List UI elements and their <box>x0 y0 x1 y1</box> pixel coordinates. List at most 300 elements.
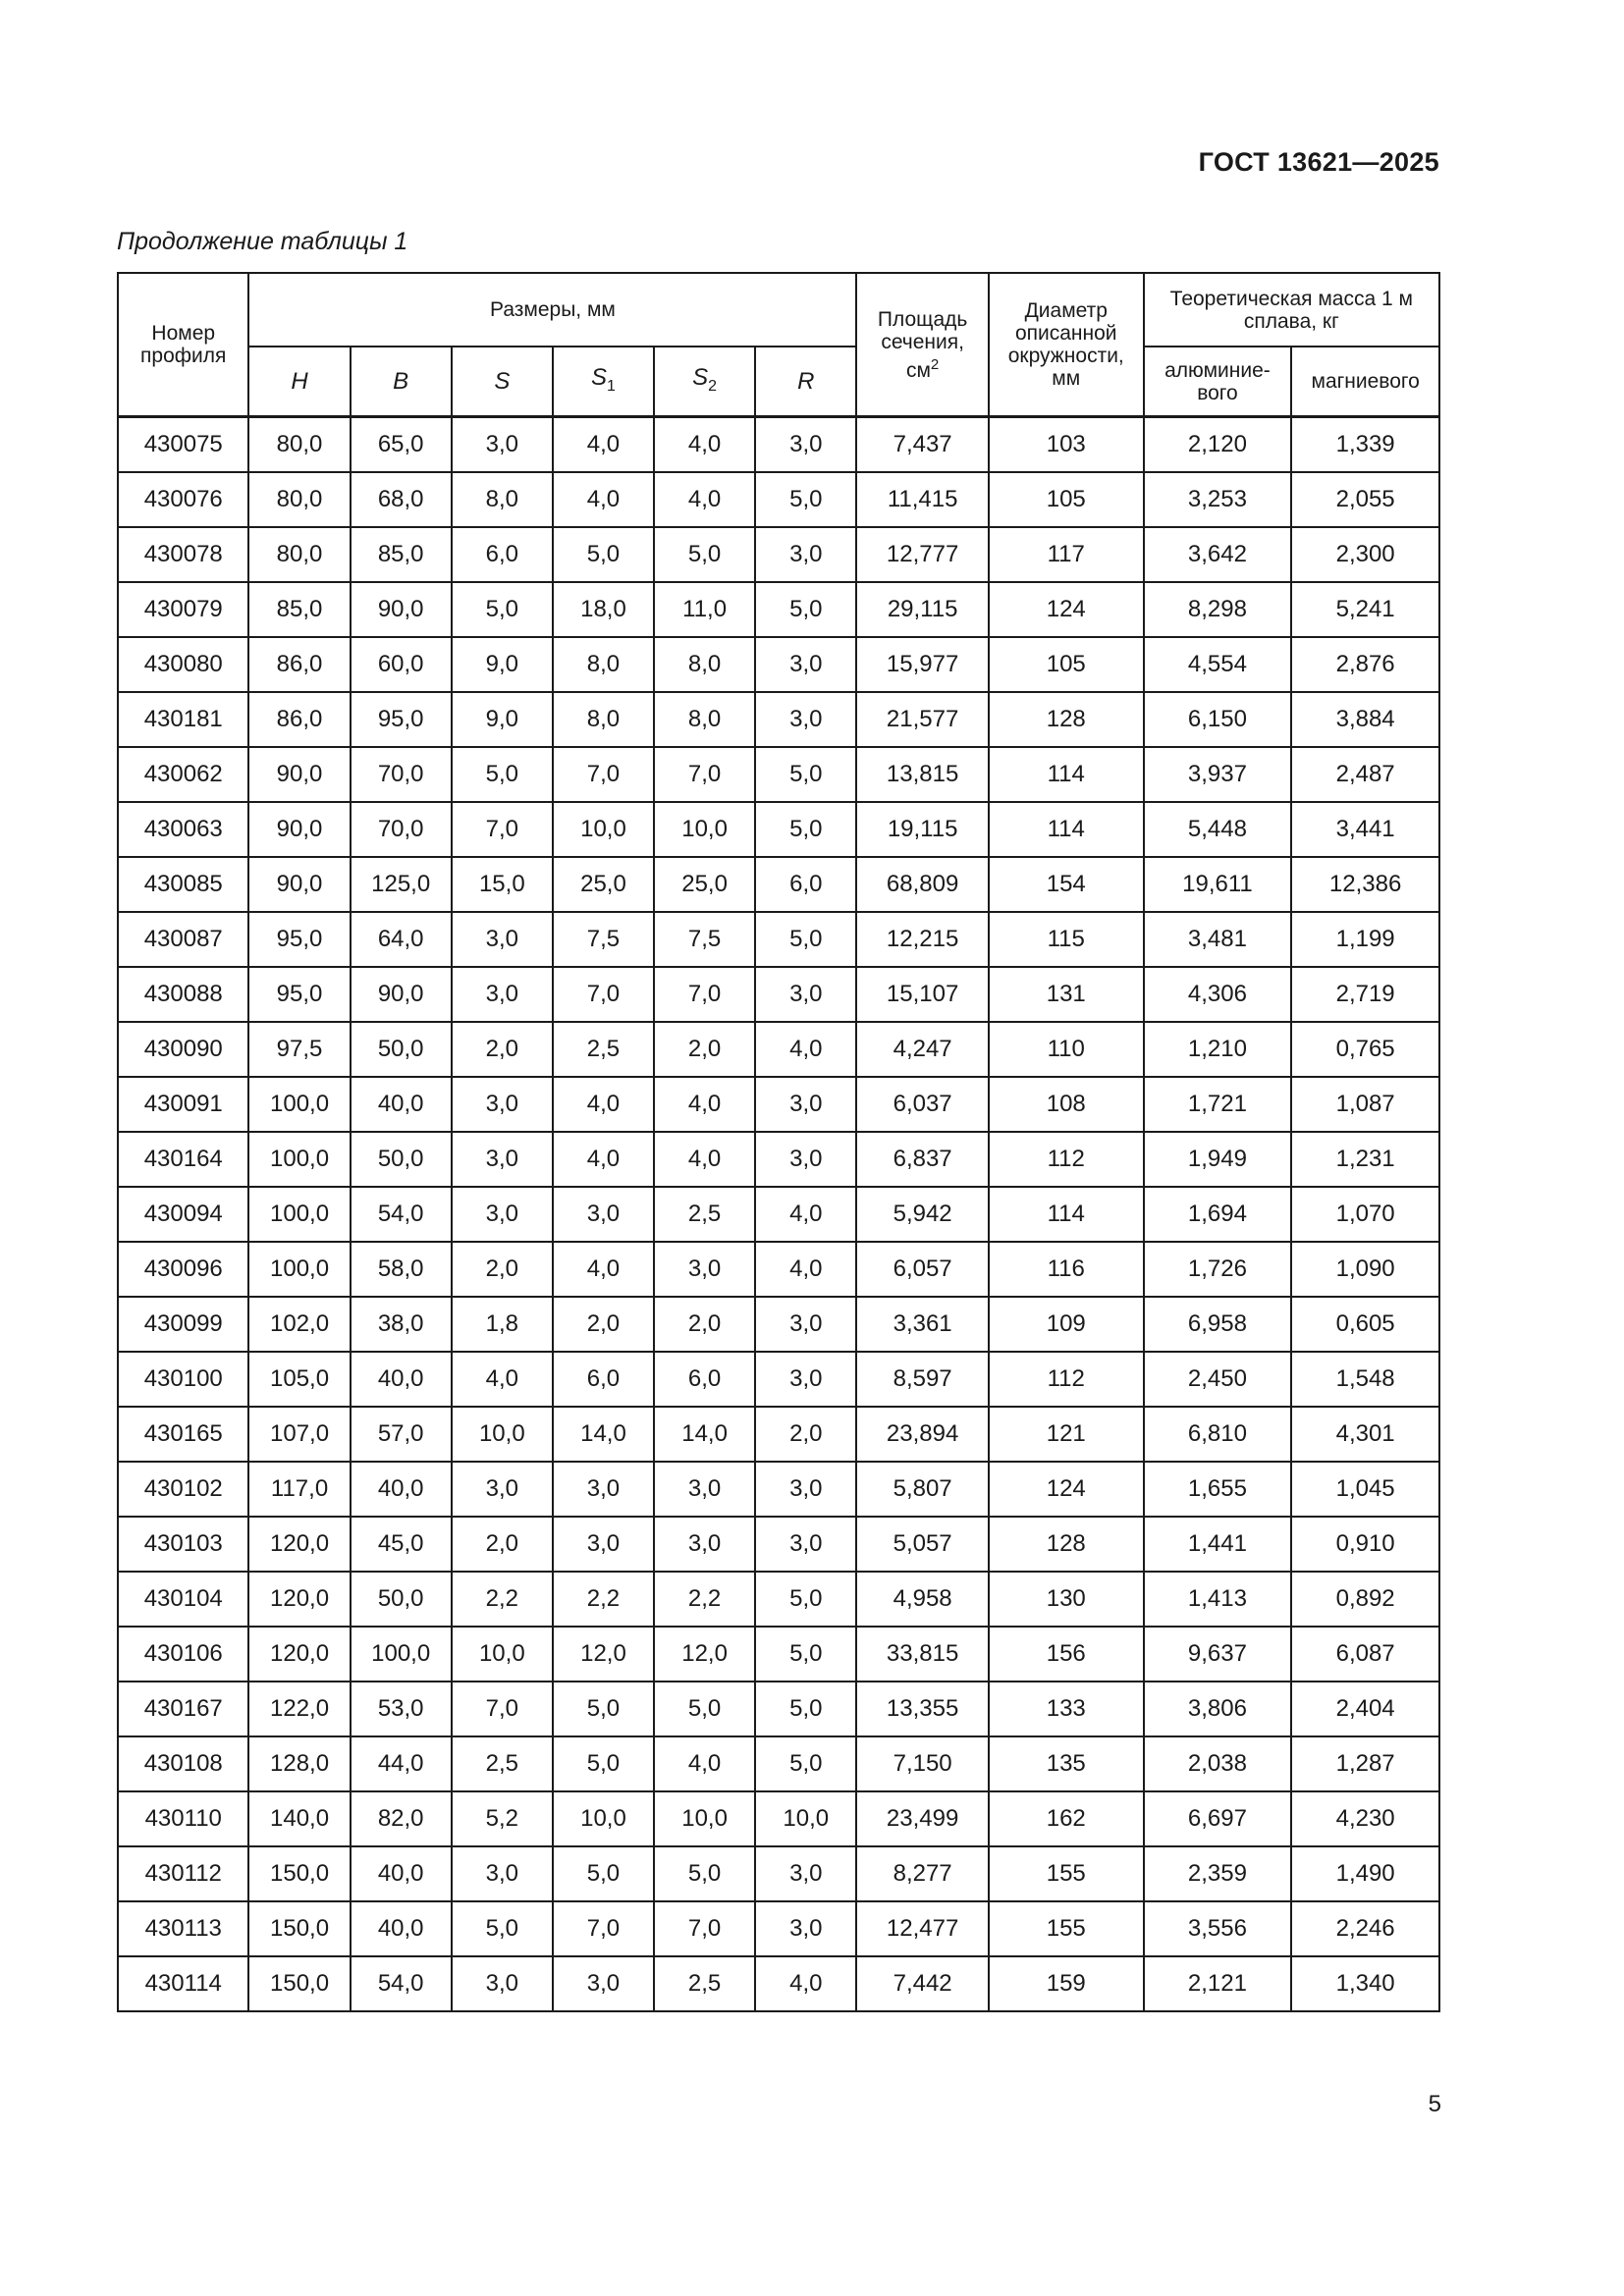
cell-area: 11,415 <box>856 472 988 527</box>
cell-diameter: 124 <box>989 582 1144 637</box>
cell-mass-aluminium: 1,413 <box>1144 1572 1292 1627</box>
cell-diameter: 110 <box>989 1022 1144 1077</box>
cell-dim-b: 95,0 <box>351 692 452 747</box>
table-row <box>118 1682 1439 1736</box>
cell-mass-magnesium: 2,876 <box>1291 637 1439 692</box>
cell-dim-s1: 14,0 <box>553 1407 654 1462</box>
cell-dim-s2: 3,0 <box>654 1242 755 1297</box>
cell-profile-number: 430085 <box>118 857 248 912</box>
cell-mass-magnesium: 4,230 <box>1291 1791 1439 1846</box>
cell-profile-number: 430110 <box>118 1791 248 1846</box>
header-area-label: Площадь сечения, см <box>877 307 968 382</box>
cell-mass-aluminium: 1,949 <box>1144 1132 1292 1187</box>
cell-area: 12,477 <box>856 1901 988 1956</box>
cell-area: 7,442 <box>856 1956 988 2011</box>
cell-mass-aluminium: 6,697 <box>1144 1791 1292 1846</box>
cell-area: 7,437 <box>856 417 988 473</box>
cell-mass-aluminium: 2,038 <box>1144 1736 1292 1791</box>
profile-table <box>117 272 1440 2012</box>
cell-area: 29,115 <box>856 582 988 637</box>
table-row <box>118 747 1439 802</box>
cell-dim-h: 80,0 <box>248 417 350 473</box>
cell-dim-h: 150,0 <box>248 1846 350 1901</box>
cell-dim-s: 8,0 <box>452 472 553 527</box>
cell-mass-magnesium: 2,300 <box>1291 527 1439 582</box>
cell-dim-s2: 6,0 <box>654 1352 755 1407</box>
header-dim-s2-base: S <box>692 363 709 391</box>
cell-dim-s2: 8,0 <box>654 692 755 747</box>
cell-profile-number: 430104 <box>118 1572 248 1627</box>
cell-area: 23,894 <box>856 1407 988 1462</box>
cell-dim-s2: 4,0 <box>654 472 755 527</box>
cell-mass-aluminium: 3,253 <box>1144 472 1292 527</box>
cell-mass-magnesium: 2,487 <box>1291 747 1439 802</box>
table-row <box>118 1022 1439 1077</box>
cell-dim-s2: 4,0 <box>654 1077 755 1132</box>
cell-diameter: 130 <box>989 1572 1144 1627</box>
cell-dim-b: 100,0 <box>351 1627 452 1682</box>
cell-dim-s2: 10,0 <box>654 802 755 857</box>
cell-dim-s: 2,0 <box>452 1242 553 1297</box>
cell-dim-s2: 4,0 <box>654 417 755 473</box>
cell-mass-aluminium: 4,554 <box>1144 637 1292 692</box>
cell-mass-magnesium: 1,231 <box>1291 1132 1439 1187</box>
cell-diameter: 155 <box>989 1846 1144 1901</box>
table-body <box>118 417 1439 2012</box>
cell-dim-b: 50,0 <box>351 1132 452 1187</box>
cell-dim-b: 60,0 <box>351 637 452 692</box>
header-profile-number: Номер профиля <box>118 273 248 417</box>
cell-diameter: 105 <box>989 637 1144 692</box>
cell-dim-s1: 2,2 <box>553 1572 654 1627</box>
table-row <box>118 1407 1439 1462</box>
cell-dim-s: 3,0 <box>452 912 553 967</box>
header-area <box>856 273 988 417</box>
table-row <box>118 527 1439 582</box>
cell-dim-r: 5,0 <box>755 1682 856 1736</box>
cell-dim-s: 3,0 <box>452 1077 553 1132</box>
cell-dim-h: 120,0 <box>248 1627 350 1682</box>
cell-dim-b: 54,0 <box>351 1956 452 2011</box>
cell-dim-s: 3,0 <box>452 1132 553 1187</box>
cell-diameter: 109 <box>989 1297 1144 1352</box>
cell-dim-h: 105,0 <box>248 1352 350 1407</box>
cell-mass-aluminium: 3,642 <box>1144 527 1292 582</box>
cell-dim-h: 100,0 <box>248 1132 350 1187</box>
cell-dim-s: 5,0 <box>452 1901 553 1956</box>
cell-dim-s2: 3,0 <box>654 1462 755 1517</box>
cell-area: 7,150 <box>856 1736 988 1791</box>
cell-profile-number: 430091 <box>118 1077 248 1132</box>
cell-mass-aluminium: 2,450 <box>1144 1352 1292 1407</box>
cell-dim-h: 95,0 <box>248 967 350 1022</box>
cell-dim-h: 80,0 <box>248 527 350 582</box>
cell-area: 4,247 <box>856 1022 988 1077</box>
cell-dim-r: 3,0 <box>755 1462 856 1517</box>
cell-dim-s: 3,0 <box>452 1462 553 1517</box>
cell-dim-s1: 2,0 <box>553 1297 654 1352</box>
table-row <box>118 1956 1439 2011</box>
cell-dim-r: 4,0 <box>755 1956 856 2011</box>
cell-area: 6,837 <box>856 1132 988 1187</box>
table-row <box>118 582 1439 637</box>
cell-area: 8,277 <box>856 1846 988 1901</box>
cell-dim-s: 3,0 <box>452 967 553 1022</box>
cell-dim-b: 44,0 <box>351 1736 452 1791</box>
cell-diameter: 131 <box>989 967 1144 1022</box>
cell-profile-number: 430108 <box>118 1736 248 1791</box>
cell-dim-r: 3,0 <box>755 637 856 692</box>
cell-dim-r: 3,0 <box>755 1901 856 1956</box>
cell-dim-b: 40,0 <box>351 1077 452 1132</box>
cell-area: 15,107 <box>856 967 988 1022</box>
header-dim-s1-base: S <box>591 363 608 391</box>
cell-dim-s2: 2,0 <box>654 1022 755 1077</box>
cell-profile-number: 430090 <box>118 1022 248 1077</box>
cell-mass-magnesium: 3,441 <box>1291 802 1439 857</box>
cell-profile-number: 430106 <box>118 1627 248 1682</box>
cell-dim-b: 54,0 <box>351 1187 452 1242</box>
table-row <box>118 857 1439 912</box>
cell-mass-magnesium: 0,605 <box>1291 1297 1439 1352</box>
cell-diameter: 116 <box>989 1242 1144 1297</box>
cell-dim-h: 90,0 <box>248 747 350 802</box>
cell-dim-h: 90,0 <box>248 802 350 857</box>
cell-area: 13,815 <box>856 747 988 802</box>
cell-dim-s1: 8,0 <box>553 637 654 692</box>
cell-dim-s1: 10,0 <box>553 1791 654 1846</box>
cell-area: 15,977 <box>856 637 988 692</box>
cell-mass-aluminium: 6,810 <box>1144 1407 1292 1462</box>
cell-area: 68,809 <box>856 857 988 912</box>
cell-mass-aluminium: 1,655 <box>1144 1462 1292 1517</box>
cell-mass-magnesium: 1,339 <box>1291 417 1439 473</box>
cell-dim-s1: 7,0 <box>553 1901 654 1956</box>
cell-mass-aluminium: 5,448 <box>1144 802 1292 857</box>
cell-diameter: 115 <box>989 912 1144 967</box>
table-row <box>118 1627 1439 1682</box>
cell-dim-s2: 7,0 <box>654 967 755 1022</box>
cell-mass-aluminium: 6,958 <box>1144 1297 1292 1352</box>
cell-dim-b: 85,0 <box>351 527 452 582</box>
cell-dim-h: 120,0 <box>248 1517 350 1572</box>
cell-dim-s1: 4,0 <box>553 1242 654 1297</box>
cell-profile-number: 430094 <box>118 1187 248 1242</box>
header-dim-s2 <box>654 347 755 417</box>
cell-dim-b: 58,0 <box>351 1242 452 1297</box>
cell-mass-aluminium: 1,721 <box>1144 1077 1292 1132</box>
cell-mass-magnesium: 6,087 <box>1291 1627 1439 1682</box>
cell-diameter: 103 <box>989 417 1144 473</box>
cell-profile-number: 430096 <box>118 1242 248 1297</box>
cell-dim-h: 97,5 <box>248 1022 350 1077</box>
cell-profile-number: 430100 <box>118 1352 248 1407</box>
cell-dim-b: 40,0 <box>351 1846 452 1901</box>
cell-profile-number: 430164 <box>118 1132 248 1187</box>
cell-diameter: 114 <box>989 1187 1144 1242</box>
cell-dim-s1: 7,0 <box>553 747 654 802</box>
cell-area: 13,355 <box>856 1682 988 1736</box>
cell-dim-b: 40,0 <box>351 1901 452 1956</box>
cell-profile-number: 430063 <box>118 802 248 857</box>
cell-profile-number: 430165 <box>118 1407 248 1462</box>
cell-dim-s2: 2,5 <box>654 1187 755 1242</box>
table-row <box>118 1517 1439 1572</box>
cell-diameter: 135 <box>989 1736 1144 1791</box>
cell-diameter: 112 <box>989 1352 1144 1407</box>
cell-dim-b: 125,0 <box>351 857 452 912</box>
cell-dim-s: 2,5 <box>452 1736 553 1791</box>
cell-dim-h: 150,0 <box>248 1956 350 2011</box>
cell-dim-r: 5,0 <box>755 1736 856 1791</box>
cell-area: 6,057 <box>856 1242 988 1297</box>
header-dim-s1-subscript: 1 <box>607 377 616 395</box>
cell-diameter: 112 <box>989 1132 1144 1187</box>
header-dim-h: H <box>248 347 350 417</box>
cell-mass-aluminium: 1,210 <box>1144 1022 1292 1077</box>
cell-dim-s1: 12,0 <box>553 1627 654 1682</box>
cell-mass-magnesium: 0,892 <box>1291 1572 1439 1627</box>
cell-area: 6,037 <box>856 1077 988 1132</box>
cell-dim-h: 102,0 <box>248 1297 350 1352</box>
cell-dim-s1: 3,0 <box>553 1187 654 1242</box>
header-mass-magnesium: магниевого <box>1291 347 1439 417</box>
cell-diameter: 162 <box>989 1791 1144 1846</box>
cell-dim-s2: 11,0 <box>654 582 755 637</box>
cell-mass-magnesium: 2,055 <box>1291 472 1439 527</box>
cell-dim-b: 50,0 <box>351 1572 452 1627</box>
table-row <box>118 1846 1439 1901</box>
cell-mass-magnesium: 1,548 <box>1291 1352 1439 1407</box>
header-mass: Теоретическая масса 1 м сплава, кг <box>1144 273 1439 347</box>
cell-dim-s1: 5,0 <box>553 1736 654 1791</box>
table-row <box>118 1242 1439 1297</box>
cell-mass-magnesium: 1,090 <box>1291 1242 1439 1297</box>
cell-dim-s1: 3,0 <box>553 1462 654 1517</box>
cell-dim-s1: 10,0 <box>553 802 654 857</box>
table-header <box>118 273 1439 417</box>
cell-dim-s: 2,0 <box>452 1517 553 1572</box>
cell-area: 5,057 <box>856 1517 988 1572</box>
cell-mass-magnesium: 1,070 <box>1291 1187 1439 1242</box>
cell-dim-b: 68,0 <box>351 472 452 527</box>
cell-dim-r: 6,0 <box>755 857 856 912</box>
table-row <box>118 912 1439 967</box>
cell-mass-magnesium: 1,045 <box>1291 1462 1439 1517</box>
cell-diameter: 154 <box>989 857 1144 912</box>
cell-dim-s: 5,0 <box>452 582 553 637</box>
cell-profile-number: 430103 <box>118 1517 248 1572</box>
cell-dim-s: 9,0 <box>452 692 553 747</box>
cell-dim-s2: 7,5 <box>654 912 755 967</box>
cell-dim-s2: 25,0 <box>654 857 755 912</box>
cell-dim-b: 40,0 <box>351 1352 452 1407</box>
cell-dim-b: 90,0 <box>351 582 452 637</box>
cell-dim-s2: 5,0 <box>654 527 755 582</box>
cell-area: 23,499 <box>856 1791 988 1846</box>
cell-diameter: 117 <box>989 527 1144 582</box>
cell-diameter: 156 <box>989 1627 1144 1682</box>
cell-area: 3,361 <box>856 1297 988 1352</box>
cell-area: 19,115 <box>856 802 988 857</box>
cell-dim-b: 82,0 <box>351 1791 452 1846</box>
cell-dim-s2: 3,0 <box>654 1517 755 1572</box>
table-row <box>118 1901 1439 1956</box>
cell-mass-magnesium: 2,246 <box>1291 1901 1439 1956</box>
cell-dim-s2: 2,2 <box>654 1572 755 1627</box>
cell-dim-b: 57,0 <box>351 1407 452 1462</box>
cell-dim-s1: 5,0 <box>553 1846 654 1901</box>
cell-dim-r: 3,0 <box>755 1352 856 1407</box>
table-row <box>118 1791 1439 1846</box>
header-dim-r: R <box>755 347 856 417</box>
cell-dim-s: 1,8 <box>452 1297 553 1352</box>
cell-dim-b: 70,0 <box>351 802 452 857</box>
cell-dim-h: 80,0 <box>248 472 350 527</box>
table-caption: Продолжение таблицы 1 <box>117 228 408 255</box>
cell-area: 5,942 <box>856 1187 988 1242</box>
cell-dim-r: 5,0 <box>755 1572 856 1627</box>
cell-dim-b: 40,0 <box>351 1462 452 1517</box>
cell-mass-aluminium: 6,150 <box>1144 692 1292 747</box>
cell-mass-magnesium: 0,910 <box>1291 1517 1439 1572</box>
header-diameter: Диаметр описанной окружности, мм <box>989 273 1144 417</box>
cell-mass-magnesium: 0,765 <box>1291 1022 1439 1077</box>
cell-dim-s1: 5,0 <box>553 1682 654 1736</box>
cell-dim-s2: 8,0 <box>654 637 755 692</box>
cell-dim-s2: 4,0 <box>654 1736 755 1791</box>
cell-dim-s: 2,2 <box>452 1572 553 1627</box>
cell-mass-magnesium: 2,719 <box>1291 967 1439 1022</box>
cell-profile-number: 430062 <box>118 747 248 802</box>
cell-dim-r: 3,0 <box>755 692 856 747</box>
cell-mass-aluminium: 1,726 <box>1144 1242 1292 1297</box>
cell-mass-aluminium: 8,298 <box>1144 582 1292 637</box>
cell-dim-r: 3,0 <box>755 1846 856 1901</box>
cell-area: 33,815 <box>856 1627 988 1682</box>
cell-dim-s2: 2,5 <box>654 1956 755 2011</box>
cell-dim-s2: 5,0 <box>654 1846 755 1901</box>
cell-dim-s2: 4,0 <box>654 1132 755 1187</box>
cell-dim-s1: 4,0 <box>553 1132 654 1187</box>
cell-dim-h: 100,0 <box>248 1242 350 1297</box>
cell-dim-s: 10,0 <box>452 1407 553 1462</box>
cell-mass-magnesium: 3,884 <box>1291 692 1439 747</box>
cell-dim-s: 10,0 <box>452 1627 553 1682</box>
cell-profile-number: 430113 <box>118 1901 248 1956</box>
cell-dim-r: 4,0 <box>755 1022 856 1077</box>
cell-diameter: 133 <box>989 1682 1144 1736</box>
cell-dim-s1: 3,0 <box>553 1956 654 2011</box>
cell-dim-s: 2,0 <box>452 1022 553 1077</box>
cell-profile-number: 430099 <box>118 1297 248 1352</box>
cell-dim-h: 86,0 <box>248 692 350 747</box>
cell-dim-s1: 7,0 <box>553 967 654 1022</box>
cell-dim-s2: 7,0 <box>654 1901 755 1956</box>
table-row <box>118 802 1439 857</box>
cell-dim-b: 64,0 <box>351 912 452 967</box>
table-row <box>118 472 1439 527</box>
cell-dim-s: 3,0 <box>452 417 553 473</box>
cell-dim-h: 150,0 <box>248 1901 350 1956</box>
cell-dim-s1: 4,0 <box>553 1077 654 1132</box>
cell-mass-aluminium: 1,441 <box>1144 1517 1292 1572</box>
cell-profile-number: 430087 <box>118 912 248 967</box>
cell-dim-b: 65,0 <box>351 417 452 473</box>
cell-dim-b: 90,0 <box>351 967 452 1022</box>
cell-dim-h: 86,0 <box>248 637 350 692</box>
cell-dim-b: 50,0 <box>351 1022 452 1077</box>
cell-dim-r: 5,0 <box>755 802 856 857</box>
cell-dim-r: 4,0 <box>755 1242 856 1297</box>
cell-dim-s: 7,0 <box>452 1682 553 1736</box>
header-dim-s2-subscript: 2 <box>708 377 718 395</box>
table-row <box>118 1132 1439 1187</box>
cell-dim-h: 95,0 <box>248 912 350 967</box>
cell-profile-number: 430112 <box>118 1846 248 1901</box>
cell-dim-s: 6,0 <box>452 527 553 582</box>
cell-dim-s: 5,2 <box>452 1791 553 1846</box>
cell-dim-h: 90,0 <box>248 857 350 912</box>
cell-dim-r: 10,0 <box>755 1791 856 1846</box>
cell-dim-h: 128,0 <box>248 1736 350 1791</box>
cell-dim-s1: 18,0 <box>553 582 654 637</box>
cell-dim-r: 5,0 <box>755 1627 856 1682</box>
header-dim-b: B <box>351 347 452 417</box>
cell-diameter: 114 <box>989 747 1144 802</box>
cell-profile-number: 430076 <box>118 472 248 527</box>
cell-profile-number: 430181 <box>118 692 248 747</box>
cell-mass-aluminium: 2,120 <box>1144 417 1292 473</box>
cell-area: 21,577 <box>856 692 988 747</box>
cell-area: 5,807 <box>856 1462 988 1517</box>
cell-mass-magnesium: 2,404 <box>1291 1682 1439 1736</box>
cell-dim-r: 5,0 <box>755 582 856 637</box>
cell-area: 12,215 <box>856 912 988 967</box>
cell-dim-s1: 7,5 <box>553 912 654 967</box>
cell-dim-h: 117,0 <box>248 1462 350 1517</box>
cell-mass-magnesium: 12,386 <box>1291 857 1439 912</box>
cell-diameter: 155 <box>989 1901 1144 1956</box>
cell-diameter: 128 <box>989 692 1144 747</box>
cell-dim-h: 140,0 <box>248 1791 350 1846</box>
cell-dim-s1: 8,0 <box>553 692 654 747</box>
cell-dim-s1: 4,0 <box>553 417 654 473</box>
cell-dim-s2: 2,0 <box>654 1297 755 1352</box>
cell-profile-number: 430102 <box>118 1462 248 1517</box>
cell-diameter: 159 <box>989 1956 1144 2011</box>
cell-profile-number: 430079 <box>118 582 248 637</box>
cell-dim-h: 85,0 <box>248 582 350 637</box>
cell-mass-magnesium: 1,199 <box>1291 912 1439 967</box>
cell-dim-s1: 6,0 <box>553 1352 654 1407</box>
header-area-superscript: 2 <box>930 355 940 373</box>
cell-diameter: 114 <box>989 802 1144 857</box>
cell-dim-h: 122,0 <box>248 1682 350 1736</box>
cell-mass-magnesium: 5,241 <box>1291 582 1439 637</box>
cell-mass-aluminium: 2,121 <box>1144 1956 1292 2011</box>
cell-dim-s: 3,0 <box>452 1846 553 1901</box>
cell-dim-s1: 5,0 <box>553 527 654 582</box>
header-mass-aluminium: алюминие-вого <box>1144 347 1292 417</box>
header-dimensions: Размеры, мм <box>248 273 856 347</box>
cell-dim-b: 70,0 <box>351 747 452 802</box>
table-row <box>118 637 1439 692</box>
cell-dim-s2: 10,0 <box>654 1791 755 1846</box>
cell-dim-s2: 12,0 <box>654 1627 755 1682</box>
cell-area: 8,597 <box>856 1352 988 1407</box>
cell-dim-r: 2,0 <box>755 1407 856 1462</box>
